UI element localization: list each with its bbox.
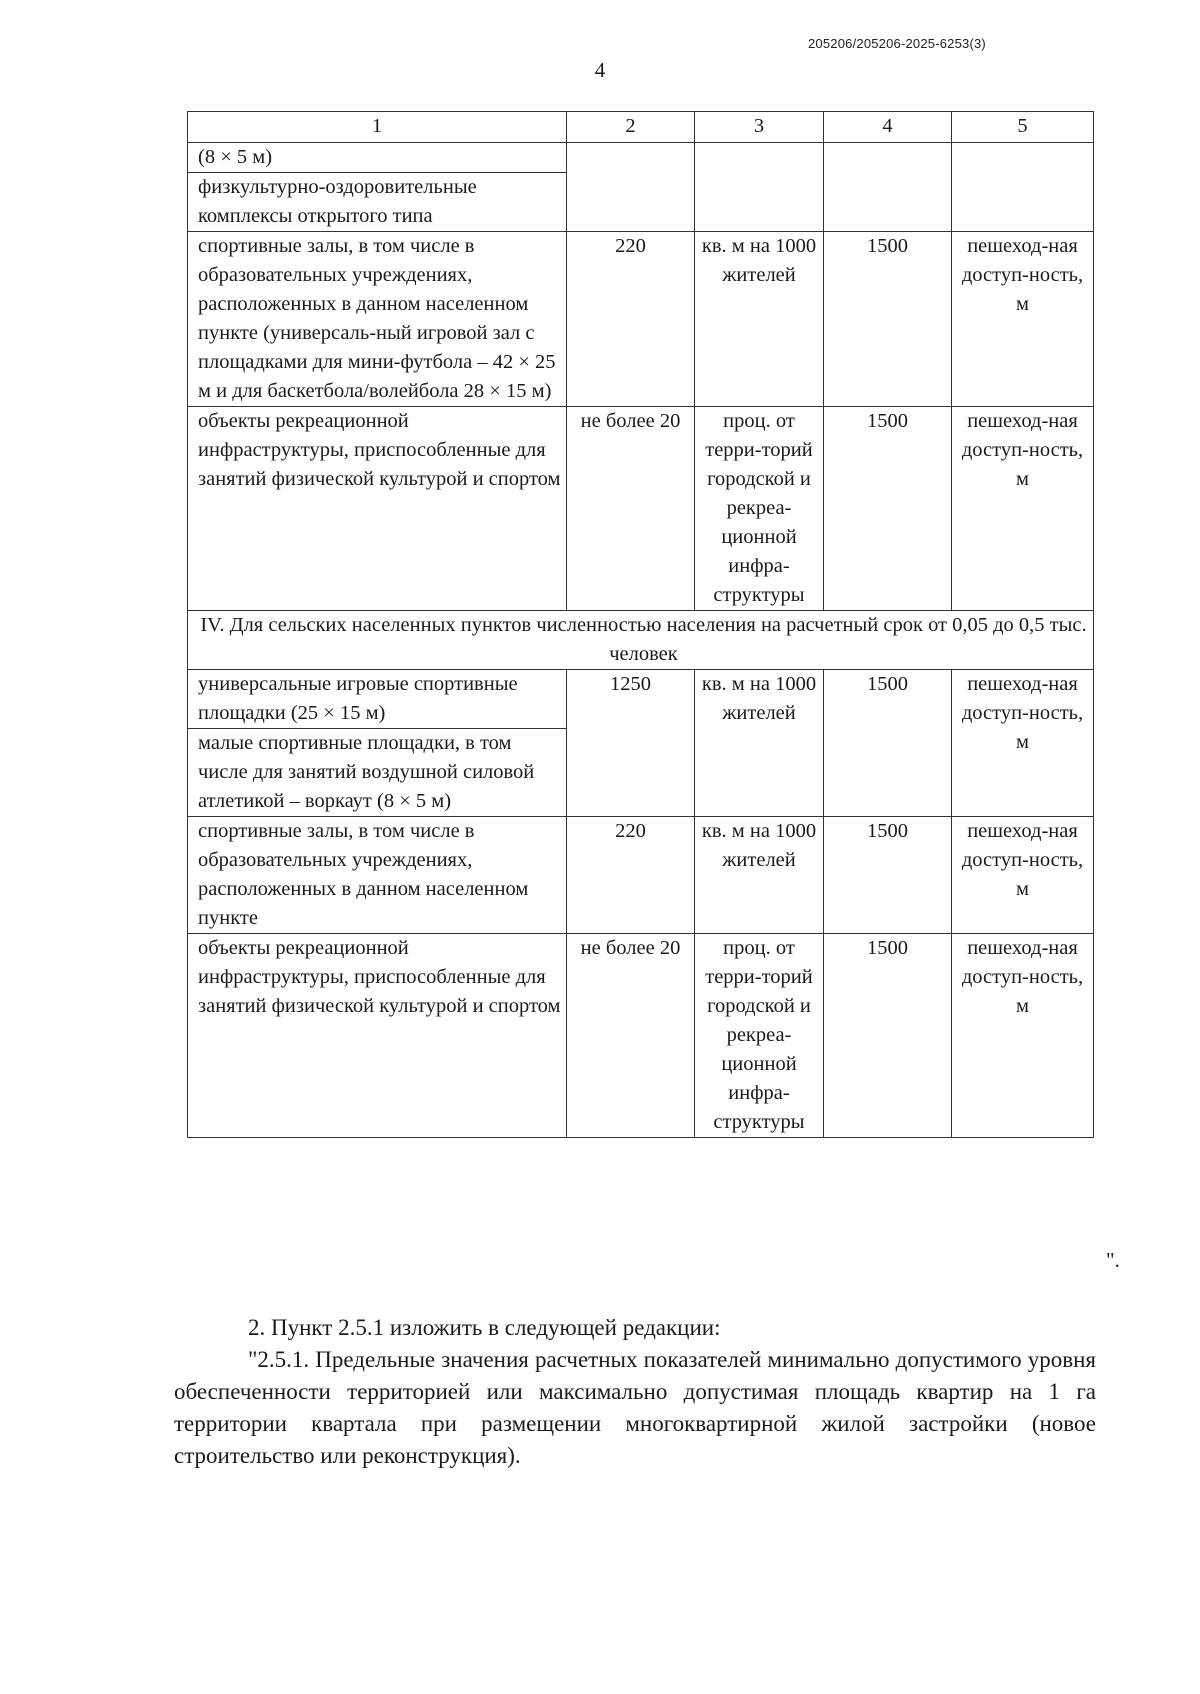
object-cell [188, 143, 567, 232]
table-header-row [188, 112, 1094, 143]
object-line: физкультурно-оздоровительные комплексы открытого типа [188, 172, 566, 231]
value-cell [567, 143, 695, 232]
table-row [188, 407, 1094, 611]
distance-cell: 1500 [824, 670, 952, 817]
object-line: универсальные игровые спортивные площадки (25 × 15 м) [198, 673, 518, 724]
object-cell: объекты рекреационной инфраструктуры, приспособленные для занятий физической культурой и спортом [188, 407, 567, 611]
table-row [188, 817, 1094, 934]
value-cell: не более 20 [567, 934, 695, 1138]
object-cell: спортивные залы, в том числе в образовательных учреждениях, расположенных в данном населенном пункте [188, 817, 567, 934]
unit-cell: проц. от терри-торий городской и рекреа-ционной инфра-структуры [695, 407, 824, 611]
value-cell: 220 [567, 232, 695, 407]
access-cell: пешеход-ная доступ-ность, м [952, 670, 1094, 817]
access-cell: пешеход-ная доступ-ность, м [952, 934, 1094, 1138]
table-row [188, 232, 1094, 407]
norms-table [187, 111, 1094, 1138]
column-header: 1 [188, 112, 567, 143]
column-header: 4 [824, 112, 952, 143]
value-cell: 1250 [567, 670, 695, 817]
distance-cell: 1500 [824, 232, 952, 407]
table-row [188, 934, 1094, 1138]
page-number: 4 [594, 58, 606, 82]
amendment-item: 2. Пункт 2.5.1 изложить в следующей редакции: [248, 1315, 721, 1340]
unit-cell: кв. м на 1000 жителей [695, 232, 824, 407]
object-cell: спортивные залы, в том числе в образовательных учреждениях, расположенных в данном населенном пункте (универсаль-ный игровой зал с площадками для мини-футбола – 42 × 25 м и для баскетбола/волейбола 28 × 15 м) [188, 232, 567, 407]
distance-cell: 1500 [824, 817, 952, 934]
access-cell: пешеход-ная доступ-ность, м [952, 407, 1094, 611]
unit-cell: кв. м на 1000 жителей [695, 670, 824, 817]
object-line: малые спортивные площадки, в том числе для занятий воздушной силовой атлетикой – воркаут (8 × 5 м) [188, 728, 566, 816]
unit-cell: кв. м на 1000 жителей [695, 817, 824, 934]
column-header: 5 [952, 112, 1094, 143]
access-cell: пешеход-ная доступ-ность, м [952, 817, 1094, 934]
unit-cell: проц. от терри-торий городской и рекреа-ционной инфра-структуры [695, 934, 824, 1138]
value-cell: 220 [567, 817, 695, 934]
column-header: 2 [567, 112, 695, 143]
section-heading: IV. Для сельских населенных пунктов численностью населения на расчетный срок от 0,05 до 0,5 тыс. человек [188, 611, 1094, 670]
access-cell [952, 143, 1094, 232]
unit-cell [695, 143, 824, 232]
table-row [188, 670, 1094, 817]
distance-cell: 1500 [824, 407, 952, 611]
object-cell: объекты рекреационной инфраструктуры, приспособленные для занятий физической культурой и спортом [188, 934, 567, 1138]
object-cell [188, 670, 567, 817]
table-row [188, 143, 1094, 232]
document-id: 205206/205206-2025-6253(3) [808, 36, 986, 51]
amendment-quote: "2.5.1. Предельные значения расчетных показателей минимально допустимого уровня обеспеченности территорией или максимально допустимая площадь квартир на 1 га территории квартала при размещении многоквартирной жилой застройки (новое строительство или реконструкция). [174, 1347, 1096, 1468]
closing-quote: ". [1106, 1248, 1120, 1272]
access-cell: пешеход-ная доступ-ность, м [952, 232, 1094, 407]
column-header: 3 [695, 112, 824, 143]
distance-cell [824, 143, 952, 232]
distance-cell: 1500 [824, 934, 952, 1138]
object-line: (8 × 5 м) [198, 146, 273, 168]
value-cell: не более 20 [567, 407, 695, 611]
section-heading-row [188, 611, 1094, 670]
